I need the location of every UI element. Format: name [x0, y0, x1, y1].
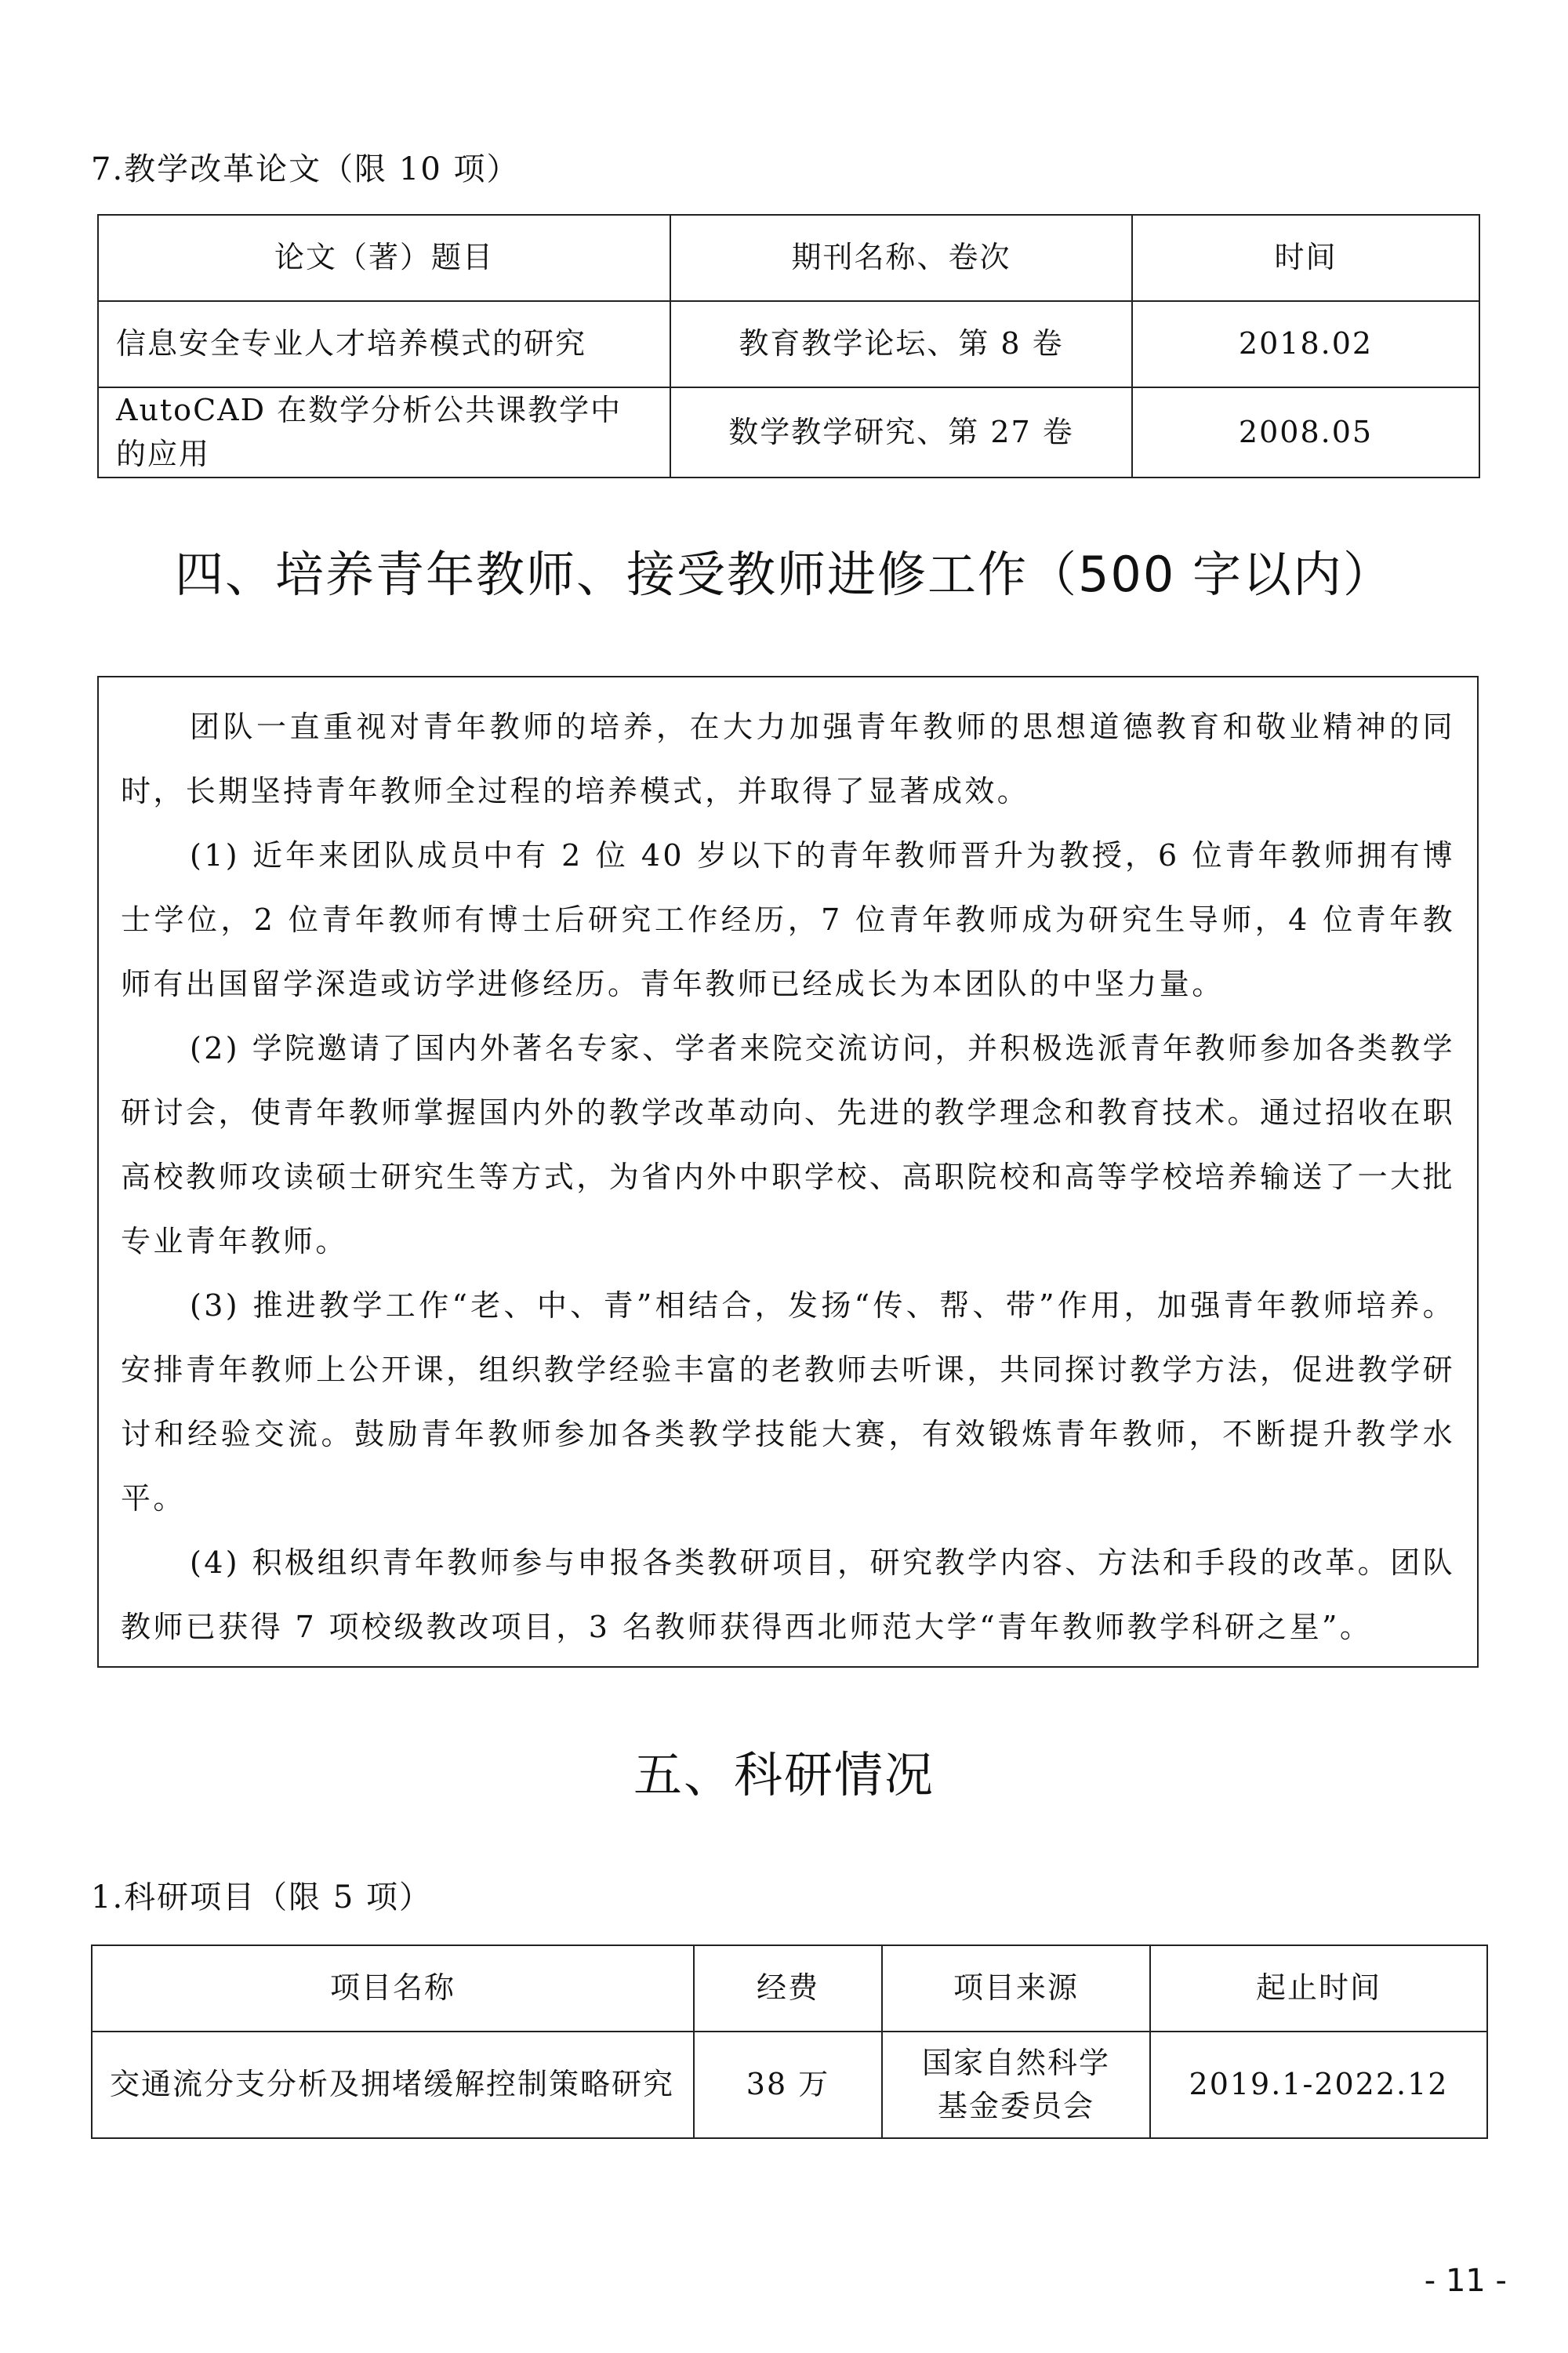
research-projects-heading: 1.科研项目（限 5 项）	[91, 1879, 433, 1915]
table-header-row	[92, 1945, 1487, 2032]
date-cell: 2018.02	[1132, 301, 1479, 387]
column-header: 项目来源	[882, 1945, 1150, 2032]
funding-cell: 38 万	[694, 2032, 882, 2138]
duration-cell: 2019.1-2022.12	[1150, 2032, 1487, 2138]
column-header: 期刊名称、卷次	[670, 215, 1132, 301]
table-header-row	[98, 215, 1479, 301]
journal-cell: 教育教学论坛、第 8 卷	[670, 301, 1132, 387]
paper-title-cell: 信息安全专业人才培养模式的研究	[98, 301, 670, 387]
paragraph: (1) 近年来团队成员中有 2 位 40 岁以下的青年教师晋升为教授，6 位青年教师拥有博士学位，2 位青年教师有博士后研究工作经历，7 位青年教师成为研究生导师，4 位青年教师有出国留学深造或访学进修经历。青年教师已经成长为本团队的中坚力量。	[121, 838, 1455, 1001]
page-number: - 11 -	[1424, 2263, 1507, 2299]
paragraph: (2) 学院邀请了国内外著名专家、学者来院交流访问，并积极选派青年教师参加各类教学研讨会，使青年教师掌握国内外的教学改革动向、先进的教学理念和教育技术。通过招收在职高校教师攻读硕士研究生等方式，为省内外中职学校、高职院校和高等学校培养输送了一大批专业青年教师。	[121, 1031, 1455, 1258]
column-header: 论文（著）题目	[98, 215, 670, 301]
table-row	[92, 2032, 1487, 2138]
young-teacher-training-text-box	[97, 676, 1479, 1668]
section-4-title: 四、培养青年教师、接受教师进修工作（500 字以内）	[174, 546, 1394, 603]
project-name-cell: 交通流分支分析及拥堵缓解控制策略研究	[92, 2032, 694, 2138]
journal-cell: 数学教学研究、第 27 卷	[670, 387, 1132, 477]
date-cell: 2008.05	[1132, 387, 1479, 477]
papers-table	[97, 214, 1480, 478]
paragraph: (4) 积极组织青年教师参与申报各类教研项目，研究教学内容、方法和手段的改革。团队教师已获得 7 项校级教改项目，3 名教师获得西北师范大学“青年教师教学科研之星”。	[121, 1545, 1455, 1644]
paragraph: 团队一直重视对青年教师的培养，在大力加强青年教师的思想道德教育和敬业精神的同时，长期坚持青年教师全过程的培养模式，并取得了显著成效。	[121, 710, 1455, 808]
paper-title-cell: AutoCAD 在数学分析公共课教学中的应用	[98, 387, 670, 477]
column-header: 起止时间	[1150, 1945, 1487, 2032]
section-5-title: 五、科研情况	[633, 1746, 935, 1803]
paragraph: (3) 推进教学工作“老、中、青”相结合，发扬“传、帮、带”作用，加强青年教师培养。安排青年教师上公开课，组织教学经验丰富的老教师去听课，共同探讨教学方法，促进教学研讨和经验交流。鼓励青年教师参加各类教学技能大赛，有效锻炼青年教师，不断提升教学水平。	[121, 1288, 1455, 1516]
table-row	[98, 387, 1479, 477]
column-header: 经费	[694, 1945, 882, 2032]
column-header: 项目名称	[92, 1945, 694, 2032]
table-row	[98, 301, 1479, 387]
project-source-cell: 国家自然科学基金委员会	[882, 2032, 1150, 2138]
column-header: 时间	[1132, 215, 1479, 301]
section-7-heading: 7.教学改革论文（限 10 项）	[91, 151, 520, 187]
research-projects-table	[91, 1944, 1488, 2139]
